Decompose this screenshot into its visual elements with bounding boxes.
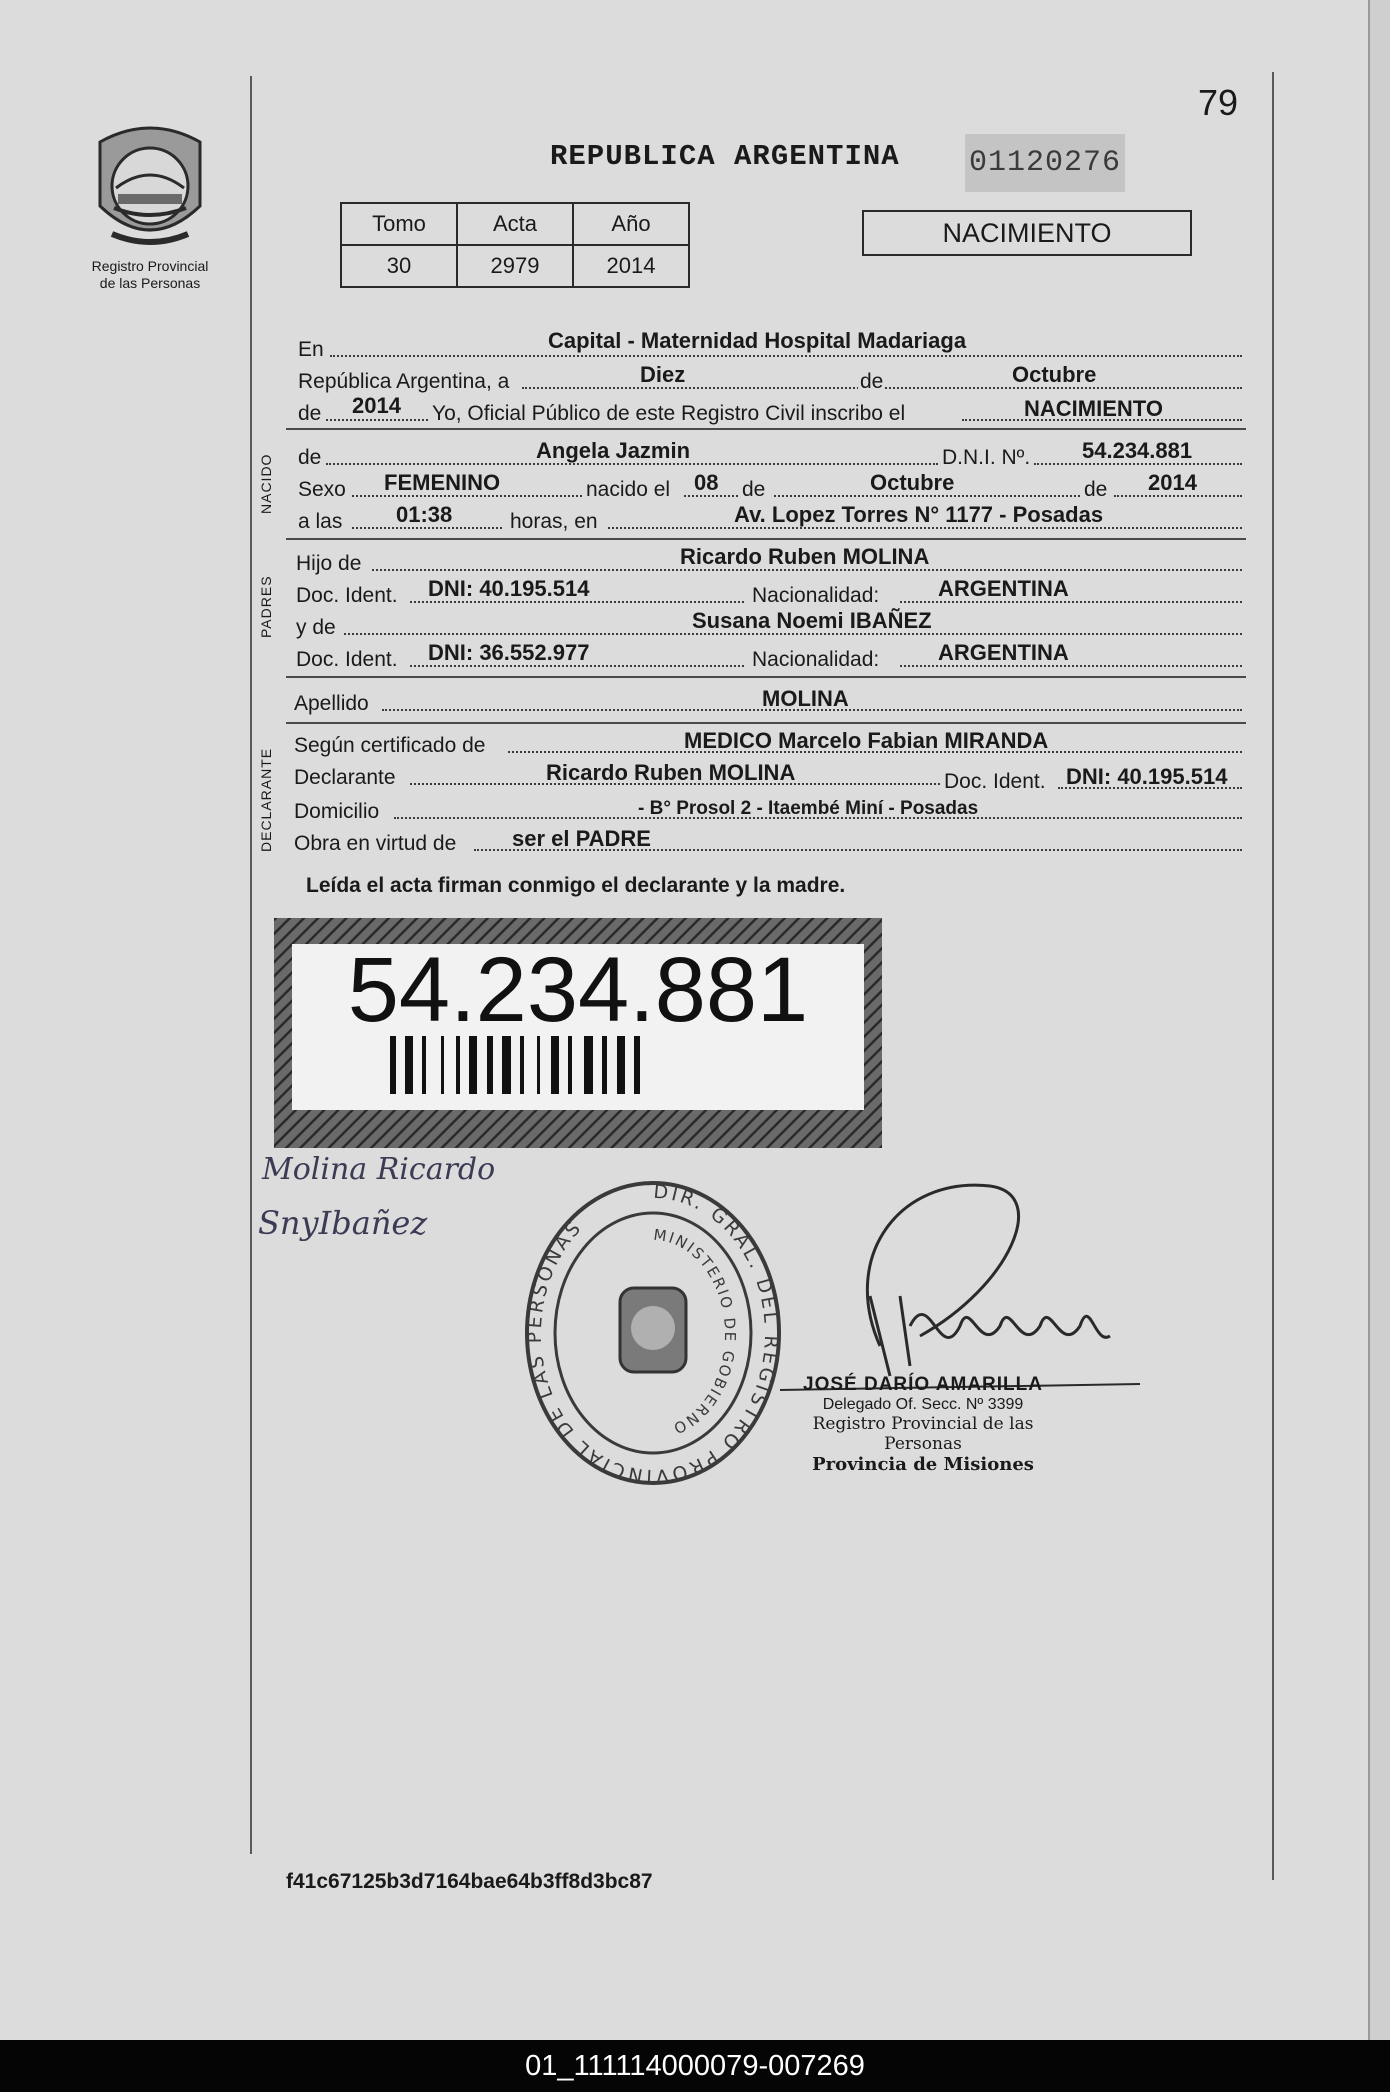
barcode-bar <box>422 1036 426 1094</box>
label-de2: de <box>298 402 322 425</box>
label-nac-father: Nacionalidad: <box>752 584 880 607</box>
separator <box>286 538 1246 540</box>
barcode-bar <box>584 1036 593 1094</box>
country-header: REPUBLICA ARGENTINA <box>550 140 900 173</box>
separator <box>286 722 1246 724</box>
seal-inner-text: MINISTERIO DE GOBIERNO <box>652 1225 740 1439</box>
barcode-bar <box>520 1036 524 1094</box>
apellido-value: MOLINA <box>762 686 849 711</box>
barcode-bar <box>405 1036 413 1094</box>
footer-file-id: 01_111114000079-007269 <box>0 2040 1390 2092</box>
label-de: de <box>860 370 884 393</box>
right-margin-line <box>1272 72 1274 1880</box>
declarante-name: Ricardo Ruben MOLINA <box>546 760 796 785</box>
value-tomo: 30 <box>341 245 457 287</box>
label-hijo-de: Hijo de <box>296 552 362 575</box>
label-apellido: Apellido <box>294 692 369 715</box>
birth-time: 01:38 <box>396 502 453 527</box>
label-republica: República Argentina, a <box>298 370 510 393</box>
label-doc-father: Doc. Ident. <box>296 584 398 607</box>
mother-nationality: ARGENTINA <box>938 640 1069 665</box>
declarante-doc: DNI: 40.195.514 <box>1066 764 1228 789</box>
label-nac-mother: Nacionalidad: <box>752 648 880 671</box>
label-de-month: de <box>1084 478 1108 501</box>
father-doc: DNI: 40.195.514 <box>428 576 590 601</box>
label-obra: Obra en virtud de <box>294 832 457 855</box>
label-domicilio: Domicilio <box>294 800 380 823</box>
barcode-bar <box>602 1036 607 1094</box>
signatory-block <box>778 1374 1068 1475</box>
signatory-name: JOSÉ DARÍO AMARILLA <box>803 1374 1043 1395</box>
domicilio-value: - B° Prosol 2 - Itaembé Miní - Posadas <box>638 798 979 819</box>
caption-line-1: Registro Provincial <box>91 258 209 274</box>
label-doc-mother: Doc. Ident. <box>296 648 398 671</box>
year-value: 2014 <box>352 393 401 418</box>
page-number: 79 <box>1198 82 1239 123</box>
barcode-bar <box>469 1036 477 1094</box>
child-dni: 54.234.881 <box>1082 438 1193 463</box>
section-label-declarante: DECLARANTE <box>258 747 274 852</box>
barcode-bar <box>390 1036 396 1094</box>
label-declarante: Declarante <box>294 766 396 789</box>
obra-value: ser el PADRE <box>512 826 651 851</box>
registry-value-row <box>341 245 689 287</box>
act-value: NACIMIENTO <box>1024 396 1163 421</box>
birth-day: 08 <box>694 470 719 495</box>
barcode-bar <box>441 1036 444 1094</box>
label-dni: D.N.I. Nº. <box>942 446 1031 469</box>
birth-year: 2014 <box>1148 470 1197 495</box>
header-ano: Año <box>573 203 689 245</box>
label-horas: horas, en <box>510 510 598 533</box>
mother-doc: DNI: 36.552.977 <box>428 640 590 665</box>
barcode-bar <box>502 1036 511 1094</box>
place-value: Capital - Maternidad Hospital Madariaga <box>548 328 967 353</box>
barcode-bar <box>537 1036 540 1094</box>
barcode-bar <box>568 1036 572 1094</box>
label-en: En <box>298 338 324 361</box>
registry-header-row <box>341 203 689 245</box>
header-acta: Acta <box>457 203 573 245</box>
day-value: Diez <box>640 362 686 387</box>
label-a-las: a las <box>298 510 343 533</box>
seal-ring-text: DIR. GRAL. DEL REGISTRO PROVINCIAL DE LAS PERSONAS <box>523 1180 783 1488</box>
signatory-title: Delegado Of. Secc. Nº 3399 <box>822 1396 1024 1413</box>
registry-caption <box>70 258 230 292</box>
barcode-number: 54.234.881 <box>347 939 809 1041</box>
left-margin-line <box>250 76 252 1854</box>
separator <box>286 428 1246 430</box>
barcode-bar <box>551 1036 559 1094</box>
mother-name: Susana Noemi IBAÑEZ <box>692 608 932 633</box>
official-seal-stamp <box>522 1178 784 1488</box>
birth-address: Av. Lopez Torres N° 1177 - Posadas <box>734 502 1104 527</box>
sexo-value: FEMENINO <box>384 470 501 495</box>
serial-number: 01120276 <box>965 134 1125 192</box>
label-yo: Yo, Oficial Público de este Registro Civil inscribo el <box>432 402 906 425</box>
handwritten-father-signature: Molina Ricardo <box>262 1152 496 1187</box>
label-de-name: de <box>298 446 322 469</box>
separator <box>286 676 1246 678</box>
birth-month: Octubre <box>870 470 955 495</box>
label-sexo: Sexo <box>298 478 346 501</box>
closing-statement: Leída el acta firman conmigo el declarante y la madre. <box>306 874 846 897</box>
father-name: Ricardo Ruben MOLINA <box>680 544 930 569</box>
barcode-bar <box>617 1036 625 1094</box>
document-hash: f41c67125b3d7164bae64b3ff8d3bc87 <box>286 1870 653 1893</box>
handwritten-mother-signature: SnyIbañez <box>258 1204 428 1242</box>
official-signature-icon <box>760 1176 1150 1396</box>
header-tomo: Tomo <box>341 203 457 245</box>
child-name: Angela Jazmin <box>536 438 691 463</box>
father-nationality: ARGENTINA <box>938 576 1069 601</box>
scan-edge <box>1368 0 1390 2040</box>
label-nacido-el: nacido el <box>586 478 671 501</box>
id-barcode-label <box>274 918 882 1148</box>
document-type-box: NACIMIENTO <box>862 210 1192 256</box>
label-segun: Según certificado de <box>294 734 486 757</box>
label-y-de: y de <box>296 616 336 639</box>
barcode-bar <box>634 1036 640 1094</box>
dots-line <box>330 355 1242 357</box>
signatory-office: Registro Provincial de las Personas <box>812 1414 1034 1454</box>
signatory-province: Provincia de Misiones <box>812 1454 1034 1475</box>
caption-line-2: de las Personas <box>99 275 201 291</box>
value-ano: 2014 <box>573 245 689 287</box>
province-emblem <box>92 122 208 254</box>
certificado-value: MEDICO Marcelo Fabian MIRANDA <box>684 728 1049 753</box>
label-doc-declarante: Doc. Ident. <box>944 770 1046 793</box>
dots-line <box>326 419 428 421</box>
barcode-bar <box>487 1036 493 1094</box>
section-label-padres: PADRES <box>258 575 274 638</box>
registry-table <box>340 202 690 288</box>
value-acta: 2979 <box>457 245 573 287</box>
month-value: Octubre <box>1012 362 1097 387</box>
section-label-nacido: NACIDO <box>258 453 274 514</box>
label-de-day: de <box>742 478 766 501</box>
barcode-bar <box>456 1036 460 1094</box>
